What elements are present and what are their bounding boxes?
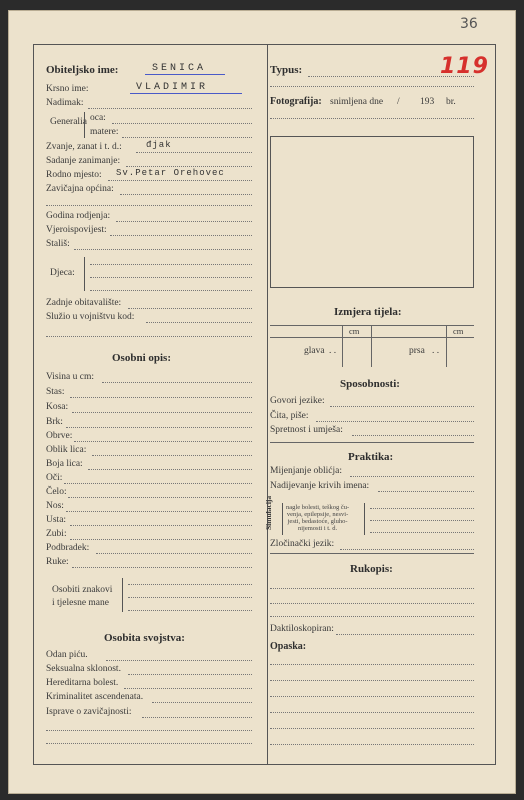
military-label: Služio u vojništvu kod:	[46, 312, 135, 322]
desc-field-label: Podbradek:	[46, 543, 90, 553]
trait-field: Odan piću.	[46, 650, 88, 660]
status-line	[74, 249, 252, 250]
type-label: Typus:	[270, 64, 303, 76]
remark-line-6	[270, 744, 474, 745]
handwriting-line-2	[270, 603, 474, 604]
last-residence-label: Zadnje obitavalište:	[46, 298, 122, 308]
simulation-brace-right	[364, 503, 365, 535]
trait-field: Kriminalitet ascendenata.	[46, 692, 144, 702]
desc-field-line	[70, 397, 252, 398]
desc-field-label: Oblik lica:	[46, 445, 87, 455]
measurement-table	[270, 325, 474, 368]
remark-line-2	[270, 680, 474, 681]
remark-label: Opaska:	[270, 641, 307, 652]
desc-field-line	[102, 382, 252, 383]
blank-line-1	[46, 205, 252, 206]
birthplace-label: Rodno mjesto:	[46, 170, 102, 180]
occupation-line	[136, 152, 252, 153]
ability-line	[330, 406, 474, 407]
simulation-line-2	[370, 520, 474, 521]
generalia-label: Generalia	[50, 117, 87, 127]
last-residence-line	[128, 308, 252, 309]
practices-heading: Praktika:	[348, 451, 394, 463]
simulation-line-3	[370, 532, 474, 533]
desc-field-label: Obrve:	[46, 431, 73, 441]
desc-field-label: Zubi:	[46, 529, 67, 539]
desc-field-line	[66, 427, 252, 428]
surname-underline	[145, 74, 225, 75]
fingerprinted-line	[336, 634, 474, 635]
marks-label-2: i tjelesne mane	[52, 598, 109, 608]
criminal-language-label: Zločinački jezik:	[270, 539, 335, 549]
desc-field-label: Brk:	[46, 417, 63, 427]
religion-label: Vjeroispovijest:	[46, 225, 107, 235]
children-label: Djeca:	[50, 268, 75, 278]
practice-line	[378, 491, 474, 492]
origin-docs-line	[142, 717, 252, 718]
desc-field-line	[70, 539, 252, 540]
practice-line	[350, 476, 474, 477]
chest-cm-label: cm	[453, 326, 464, 336]
measurement-divider	[371, 325, 372, 367]
children-line-3	[90, 290, 252, 291]
desc-field-line	[72, 412, 252, 413]
desc-field-line	[72, 567, 252, 568]
current-occupation-line	[126, 166, 252, 167]
practice-field: Mijenjanje oblićja:	[270, 466, 343, 476]
home-municipality-label: Zavičajna općina:	[46, 184, 114, 194]
photo-month-abbr: br.	[446, 97, 456, 107]
surname-value: SENICA	[152, 63, 207, 74]
record-number: 119	[440, 54, 489, 79]
nickname-label: Nadimak:	[46, 98, 84, 108]
marks-label-1: Osobiti znakovi	[52, 585, 113, 595]
type-line-2	[270, 86, 474, 87]
occupation-value: đjak	[146, 140, 172, 150]
head-cm-label: cm	[349, 326, 360, 336]
desc-field-label: Visina u cm:	[46, 372, 94, 382]
trait-line	[128, 674, 252, 675]
personal-description-heading: Osobni opis:	[112, 352, 171, 364]
remark-line-5	[270, 728, 474, 729]
photo-line	[270, 118, 474, 119]
surname-label: Obiteljsko ime:	[46, 64, 119, 76]
traits-heading: Osobita svojstva:	[104, 632, 185, 644]
desc-field-label: Ruke:	[46, 557, 69, 567]
ability-line	[352, 435, 474, 436]
remark-line-4	[270, 712, 474, 713]
remark-line-3	[270, 696, 474, 697]
children-brace	[84, 257, 85, 291]
desc-field-line	[96, 553, 252, 554]
desc-field-label: Boja lica:	[46, 459, 83, 469]
given-name-underline	[130, 93, 242, 94]
trait-field: Seksualna sklonost.	[46, 664, 121, 674]
desc-field-line	[92, 455, 252, 456]
simulation-brace-left	[282, 503, 283, 535]
measurement-divider	[342, 325, 343, 367]
photo-year: 193	[420, 97, 435, 107]
head-label: glava	[304, 346, 325, 356]
desc-field-line	[66, 511, 252, 512]
blank-line-2	[46, 336, 252, 337]
marks-line-1	[128, 584, 252, 585]
fingerprinted-label: Daktiloskopiran:	[270, 624, 334, 634]
desc-field-label: Čelo:	[46, 487, 67, 497]
origin-docs-line-3	[46, 743, 252, 744]
current-occupation-label: Sadanje zanimanje:	[46, 156, 121, 166]
type-line	[308, 76, 474, 77]
photo-slash: /	[397, 97, 400, 107]
desc-field-label: Stas:	[46, 387, 65, 397]
measurement-divider	[446, 325, 447, 367]
column-divider	[267, 44, 268, 765]
father-label: oca:	[90, 113, 106, 123]
photo-label: Fotografija:	[270, 96, 322, 107]
occupation-label: Zvanje, zanat i t. d.:	[46, 142, 122, 152]
generalia-brace	[84, 112, 85, 138]
ability-field: Čita, piše:	[270, 411, 309, 421]
origin-docs-label: Isprave o zavičajnosti:	[46, 707, 132, 717]
home-municipality-line	[120, 194, 252, 195]
chest-label: prsa	[409, 346, 425, 356]
origin-docs-line-2	[46, 730, 252, 731]
military-line	[146, 322, 252, 323]
trait-line	[106, 660, 252, 661]
father-line	[112, 123, 252, 124]
desc-field-label: Kosa:	[46, 402, 69, 412]
chest-dots: . .	[432, 346, 440, 356]
ability-field: Spretnost i umješa:	[270, 425, 343, 435]
children-line-2	[90, 277, 252, 278]
handwriting-line-3	[270, 616, 474, 617]
mother-label: matere:	[90, 127, 119, 137]
remark-line-1	[270, 664, 474, 665]
mother-line	[122, 137, 252, 138]
desc-field-label: Nos:	[46, 501, 64, 511]
practices-separator	[270, 553, 474, 554]
practice-field: Nadijevanje krivih imena:	[270, 481, 370, 491]
handwriting-heading: Rukopis:	[350, 563, 393, 575]
marks-line-3	[128, 610, 252, 611]
simulation-line-1	[370, 508, 474, 509]
nickname-line	[88, 108, 252, 109]
children-line-1	[90, 264, 252, 265]
status-label: Stališ:	[46, 239, 70, 249]
desc-field-label: Usta:	[46, 515, 67, 525]
head-dots: . .	[329, 346, 337, 356]
birthplace-line	[108, 180, 252, 181]
desc-field-line	[64, 483, 252, 484]
handwriting-line-1	[270, 588, 474, 589]
ability-field: Govori jezike:	[270, 396, 325, 406]
ability-line	[316, 421, 474, 422]
photo-frame	[270, 136, 474, 288]
birth-year-line	[116, 221, 252, 222]
abilities-heading: Sposobnosti:	[340, 378, 400, 390]
religion-line	[110, 235, 252, 236]
given-name-value: VLADIMIR	[136, 82, 209, 93]
corner-note: 36	[460, 16, 478, 32]
desc-field-line	[70, 525, 252, 526]
birth-year-label: Godina rodjenja:	[46, 211, 111, 221]
trait-line	[124, 688, 252, 689]
given-name-label: Krsno ime:	[46, 84, 89, 94]
measurement-heading: Izmjera tijela:	[334, 306, 402, 318]
desc-field-line	[68, 497, 252, 498]
measurement-header-line	[270, 337, 474, 338]
trait-line	[152, 702, 252, 703]
birthplace-value: Sv.Petar Orehovec	[116, 168, 225, 178]
marks-line-2	[128, 597, 252, 598]
criminal-language-line	[340, 549, 474, 550]
marks-brace	[122, 578, 123, 612]
desc-field-label: Oči:	[46, 473, 63, 483]
trait-field: Hereditarna bolest.	[46, 678, 119, 688]
photo-taken-label: snimljena dne	[330, 97, 384, 107]
desc-field-line	[74, 441, 252, 442]
abilities-separator	[270, 442, 474, 443]
simulation-text: nagle bolesti, teškog ču- venja, epilepsije, nesvi- jesti, bedastoće, gluho- nijemosti i t. d.	[286, 504, 350, 532]
desc-field-line	[88, 469, 252, 470]
simulation-vertical-label: Simulacija	[264, 495, 273, 530]
